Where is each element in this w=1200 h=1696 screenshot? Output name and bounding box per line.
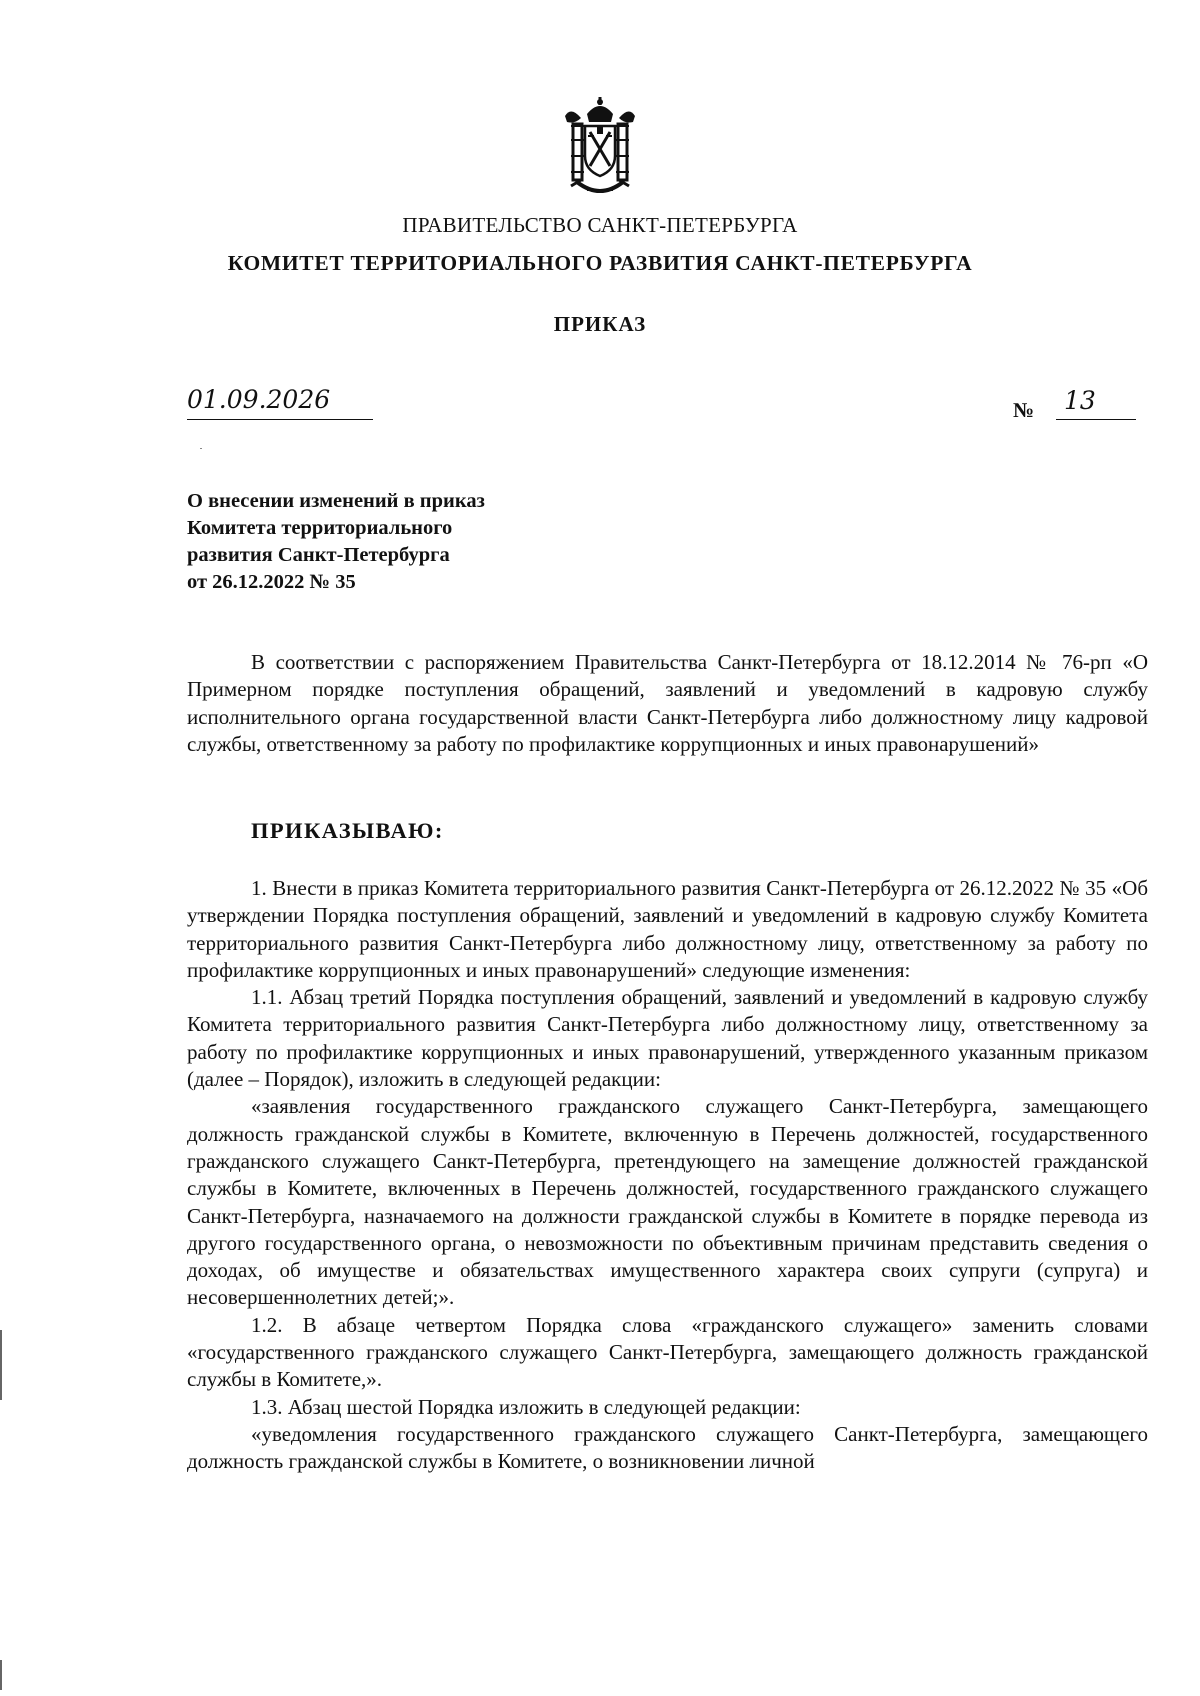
- preamble-block: [187, 649, 1148, 758]
- date-field: [187, 385, 373, 420]
- coat-of-arms-icon: [557, 96, 643, 202]
- order-heading: ПРИКАЗЫВАЮ:: [251, 818, 444, 843]
- number-field: [1056, 387, 1136, 420]
- paragraph-1-3: 1.3. Абзац шестой Порядка изложить в следующей редакции:: [251, 1394, 801, 1419]
- subject-line: развития Санкт-Петербурга: [187, 544, 450, 566]
- paragraph-quote-1: «заявления государственного гражданского служащего Санкт-Петербурга, замещающего должность гражданской службы в Комитете, включенную в Перечень должностей, государственного гражданского служащего Санкт-Петербурга, претендующего на замещение должностей гражданской службы в Комитете, включенных в Перечень должностей, государственного гражданского служащего Санкт-Петербурга, назначаемого на должности гражданской службы в Комитете в порядке перевода из другого государственного органа, о невозможности по объективным причинам представить сведения о доходах, об имуществе и обязательствах имущественного характера своих супруги (супруга) и несовершеннолетних детей;».: [187, 1094, 1148, 1310]
- committee-title: КОМИТЕТ ТЕРРИТОРИАЛЬНОГО РАЗВИТИЯ САНКТ-ПЕТЕРБУРГА: [227, 251, 973, 275]
- scan-dot: [200, 448, 202, 449]
- subject-block: [187, 488, 607, 596]
- paragraph-1: 1. Внести в приказ Комитета территориального развития Санкт-Петербурга от 26.12.2022 № 35 «Об утверждении Порядка поступления обращений, заявлений и уведомлений в кадровую службу Комитета территориального развития Санкт-Петербурга либо должностному лицу, ответственному за работу по профилактике коррупционных и иных правонарушений» следующие изменения:: [187, 876, 1148, 982]
- handwritten-number: 13: [1064, 386, 1096, 415]
- paragraph-1-2: 1.2. В абзаце четвертом Порядка слова «гражданского служащего» заменить словами «государственного гражданского служащего Санкт-Петербурга, замещающего должность гражданской службы в Комитете,».: [187, 1312, 1148, 1392]
- paragraph-quote-2: «уведомления государственного гражданского служащего Санкт-Петербурга, замещающего должность гражданской службы в Комитете, о возникновении личной: [187, 1421, 1148, 1474]
- main-text: [187, 875, 1148, 1476]
- subject-line: О внесении изменений в приказ: [187, 490, 485, 512]
- paragraph-1-1: 1.1. Абзац третий Порядка поступления обращений, заявлений и уведомлений в кадровую службу Комитета территориального развития Санкт-Петербурга либо должностному лицу, ответственному за работу по профилактике коррупционных и иных правонарушений, утвержденного указанным приказом (далее – Порядок), изложить в следующей редакции:: [187, 985, 1148, 1092]
- document-type: ПРИКАЗ: [553, 312, 647, 336]
- number-label: №: [1013, 398, 1035, 422]
- preamble-paragraph: В соответствии с распоряжением Правительства Санкт-Петербурга от 18.12.2014 № 76-рп «О Примерном порядке поступления обращений, заявлений и уведомлений в кадровую службу исполнительного органа государственной власти Санкт-Петербурга либо должностному лицу кадровой службы, ответственному за работу по профилактике коррупционных и иных правонарушений»: [187, 650, 1148, 756]
- scan-edge-mark: [0, 1330, 2, 1400]
- scan-edge-mark: [0, 1660, 2, 1690]
- handwritten-date: 01.09.2026: [187, 385, 331, 414]
- subject-line: от 26.12.2022 № 35: [187, 571, 356, 593]
- subject-line: Комитета территориального: [187, 517, 453, 539]
- government-title: ПРАВИТЕЛЬСТВО САНКТ-ПЕТЕРБУРГА: [402, 213, 798, 237]
